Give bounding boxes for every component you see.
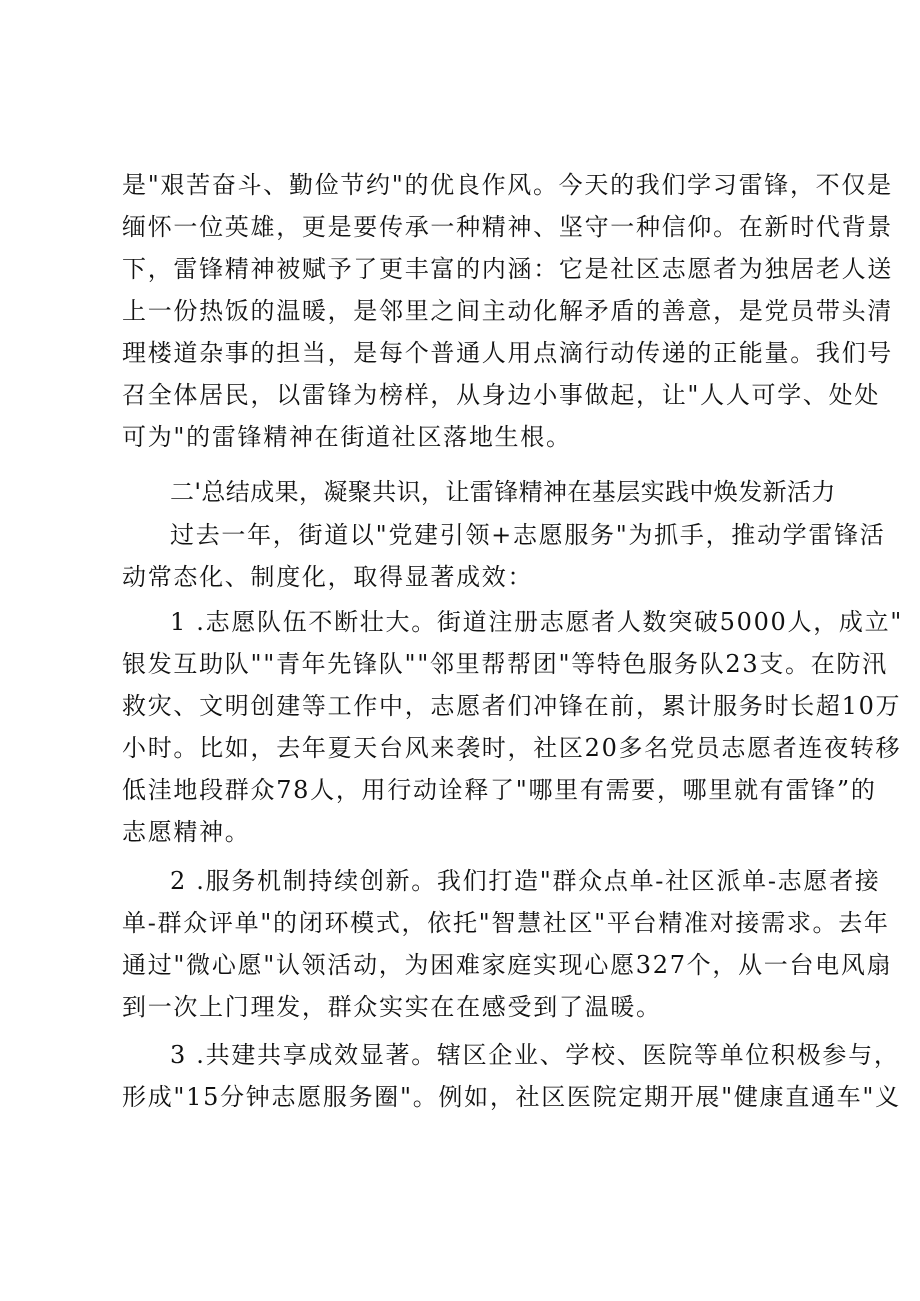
item-1-line-3: 救灾、文明创建等工作中，志愿者们冲锋在前，累计服务时长超10万	[122, 692, 902, 720]
paragraph-1-line-5: 理楼道杂事的担当，是每个普通人用点滴行动传递的正能量。我们号	[122, 339, 893, 367]
section-heading: 二'总结成果，凝聚共识，让雷锋精神在基层实践中焕发新活力	[170, 478, 836, 506]
paragraph-1-line-1: 是"艰苦奋斗、勤俭节约"的优良作风。今天的我们学习雷锋，不仅是	[122, 171, 893, 199]
paragraph-1-line-7: 可为"的雷锋精神在街道社区落地生根。	[122, 423, 572, 451]
item-2-line-4: 到一次上门理发，群众实实在在感受到了温暖。	[122, 993, 662, 1021]
paragraph-1-line-6: 召全体居民，以雷锋为榜样，从身边小事做起，让"人人可学、处处	[122, 381, 881, 409]
paragraph-1-line-3: 下，雷锋精神被赋予了更丰富的内涵：它是社区志愿者为独居老人送	[122, 255, 893, 283]
item-1-line-2: 银发互助队""青年先锋队""邻里帮帮团"等特色服务队23支。在防汛	[122, 650, 888, 678]
item-3-line-1: 3 .共建共享成效显著。辖区企业、学校、医院等单位积极参与，	[170, 1041, 900, 1069]
item-3-line-2: 形成"15分钟志愿服务圈"。例如，社区医院定期开展"健康直通车"义	[122, 1083, 901, 1111]
paragraph-1-line-2: 缅怀一位英雄，更是要传承一种精神、坚守一种信仰。在新时代背景	[122, 213, 893, 241]
item-2-line-2: 单-群众评单"的闭环模式，依托"智慧社区"平台精准对接需求。去年	[122, 909, 890, 937]
paragraph-2-line-2: 动常态化、制度化，取得显著成效：	[122, 563, 534, 591]
paragraph-1-line-4: 上一份热饭的温暖，是邻里之间主动化解矛盾的善意，是党员带头清	[122, 297, 893, 325]
item-1-line-4: 小时。比如，去年夏天台风来袭时，社区20多名党员志愿者连夜转移	[122, 734, 902, 762]
item-1-line-1: 1 .志愿队伍不断壮大。街道注册志愿者人数突破5000人，成立"	[170, 608, 904, 636]
item-1-line-5: 低洼地段群众78人，用行动诠释了"哪里有需要，哪里就有雷锋”的	[122, 776, 877, 804]
item-2-line-3: 通过"微心愿"认领活动，为困难家庭实现心愿327个，从一台电风扇	[122, 951, 893, 979]
paragraph-2-line-1: 过去一年，街道以"党建引领+志愿服务"为抓手，推动学雷锋活	[170, 521, 886, 549]
item-1-line-6: 志愿精神。	[122, 818, 251, 846]
item-2-line-1: 2 .服务机制持续创新。我们打造"群众点单-社区派单-志愿者接	[170, 867, 881, 895]
